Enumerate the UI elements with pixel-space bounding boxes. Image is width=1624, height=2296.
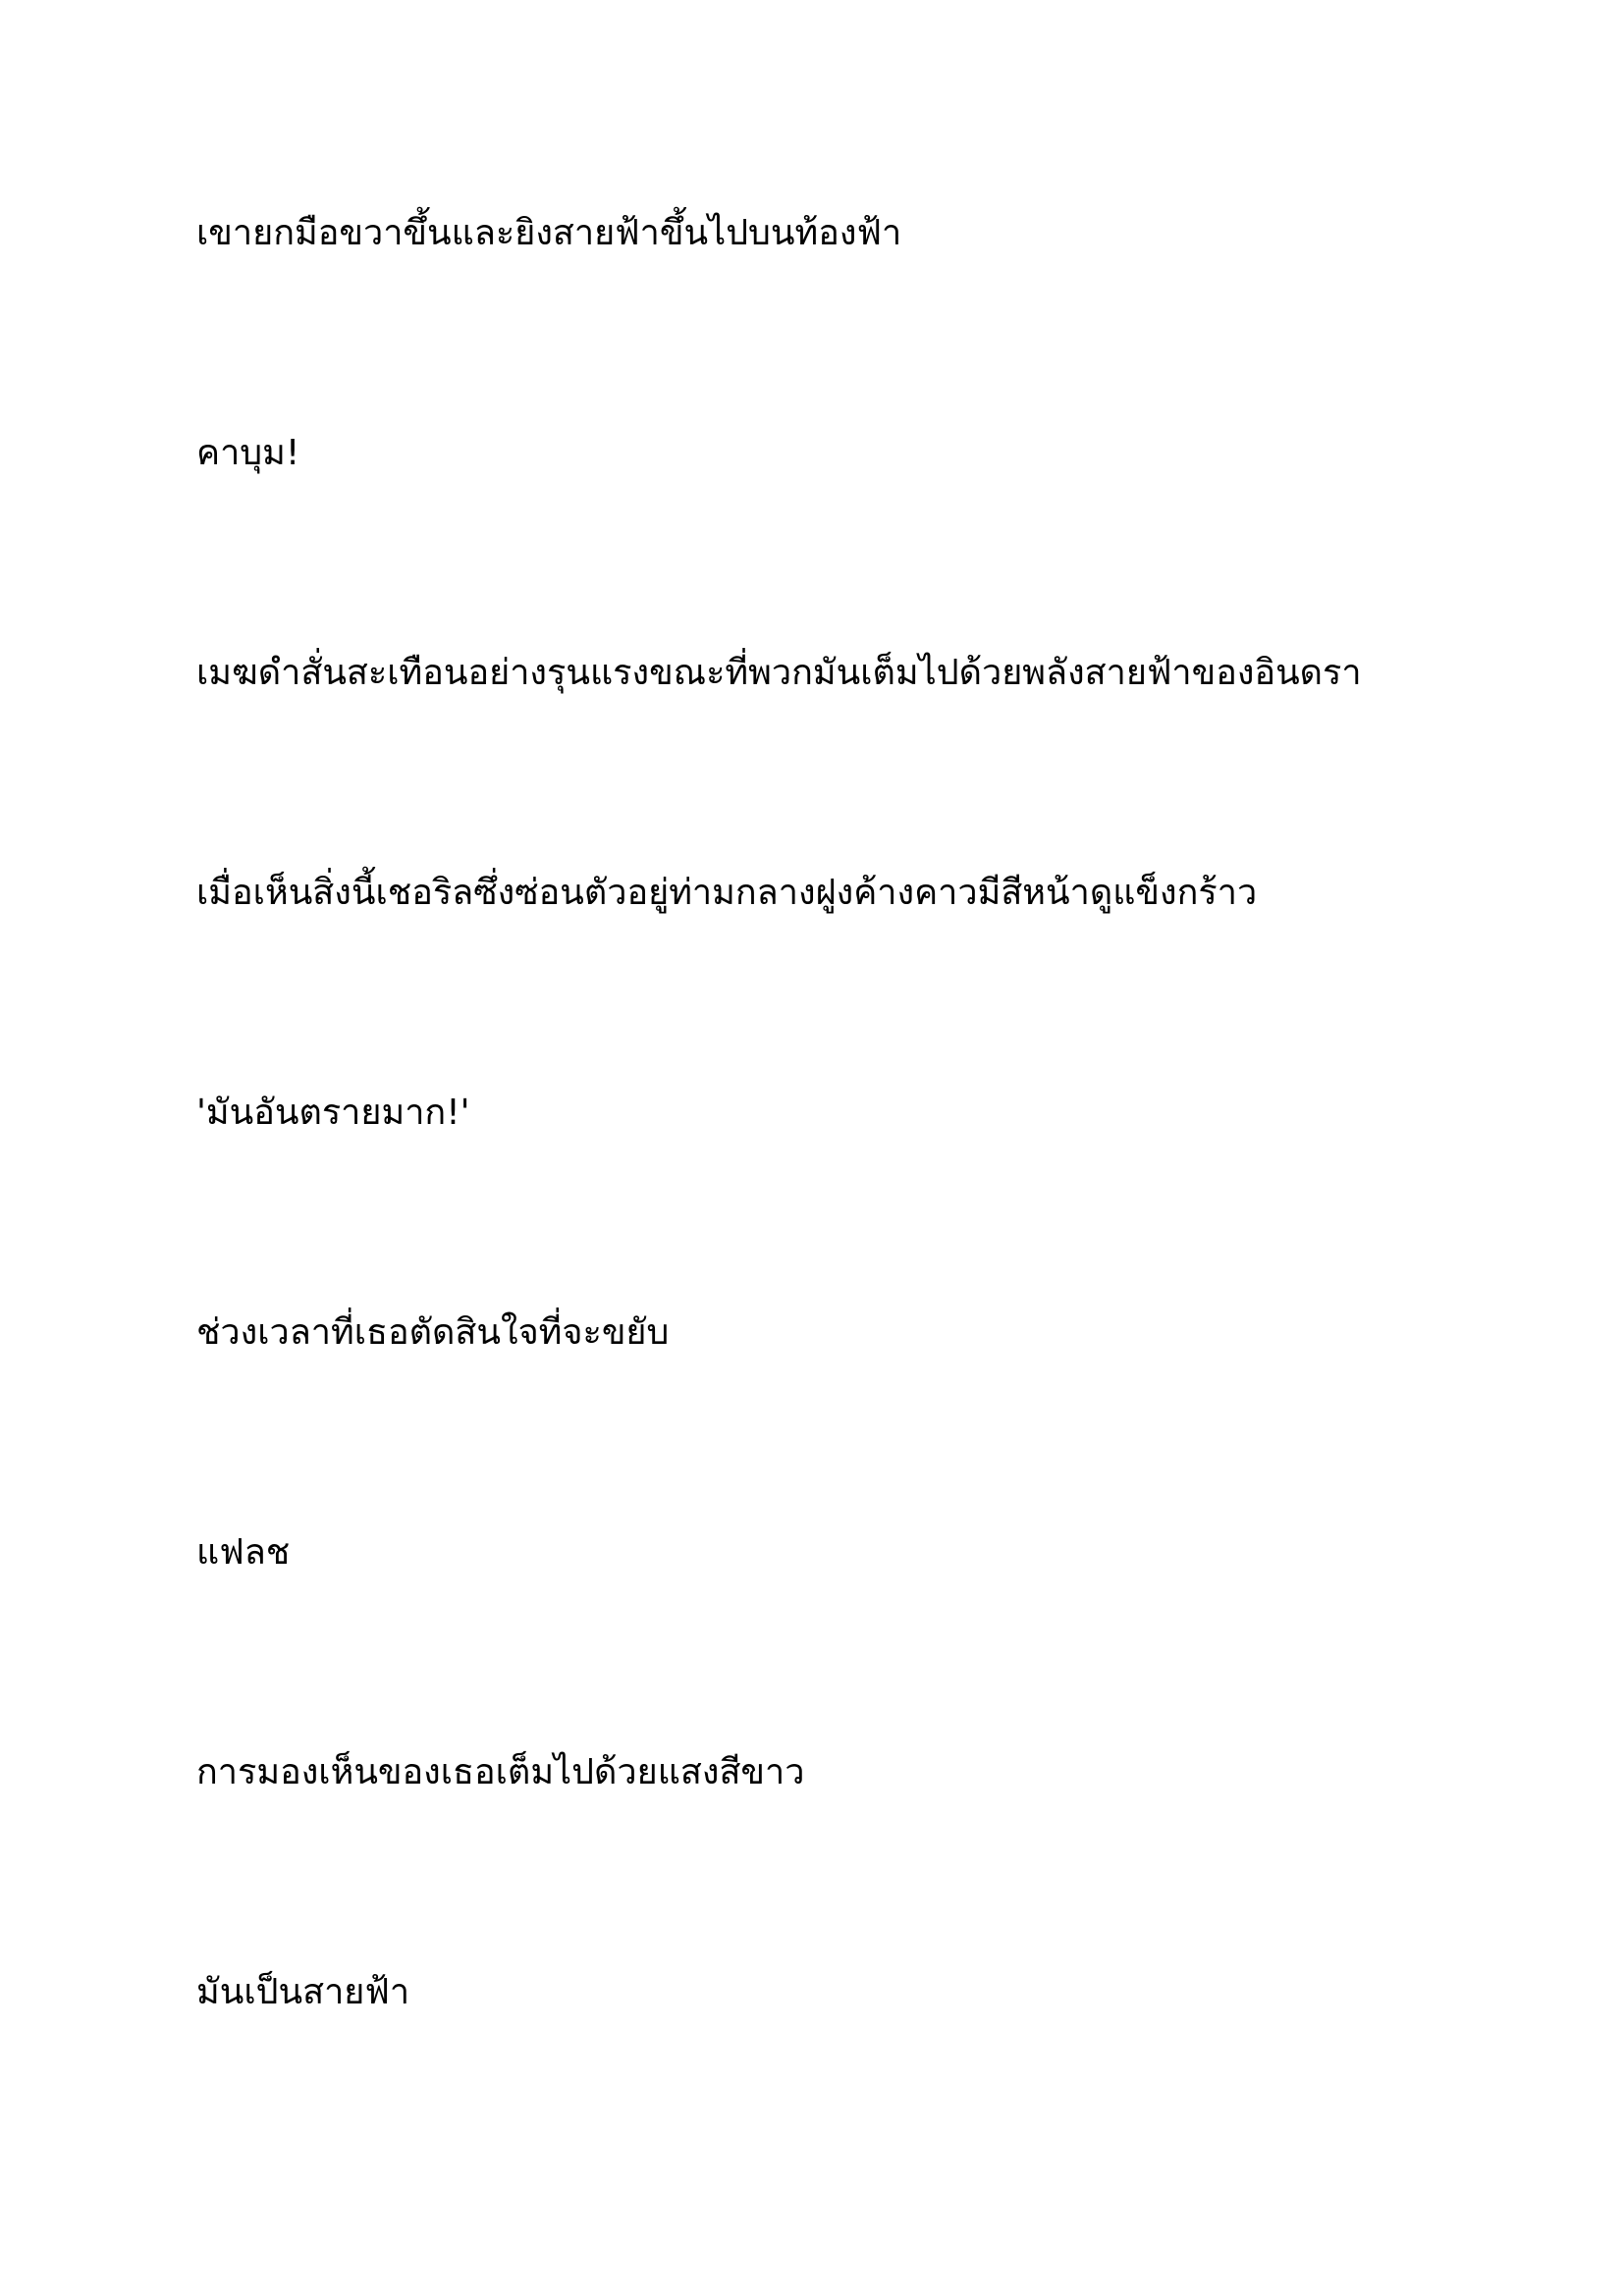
paragraph-1: เขายกมือขวาขึ้นและยิงสายฟ้าขึ้นไปบนท้องฟ้า xyxy=(196,213,902,253)
paragraph-9: มันเป็นสายฟ้า xyxy=(196,1972,410,2012)
paragraph-8: การมองเห็นของเธอเต็มไปด้วยแสงสีขาว xyxy=(196,1752,805,1792)
paragraph-6: ช่วงเวลาที่เธอตัดสินใจที่จะขยับ xyxy=(196,1312,670,1353)
paragraph-4: เมื่อเห็นสิ่งนี้เชอริลซึ่งซ่อนตัวอยู่ท่ามกลางฝูงค้างคาวมีสีหน้าดูแข็งกร้าว xyxy=(196,873,1258,913)
paragraph-3: เมฆดำสั่นสะเทือนอย่างรุนแรงขณะที่พวกมันเต็มไปด้วยพลังสายฟ้าของอินดรา xyxy=(196,653,1362,693)
paragraph-2: คาบุม! xyxy=(196,433,300,473)
paragraph-5: 'มันอันตรายมาก!' xyxy=(196,1093,470,1133)
paragraph-7: แฟลช xyxy=(196,1532,291,1573)
